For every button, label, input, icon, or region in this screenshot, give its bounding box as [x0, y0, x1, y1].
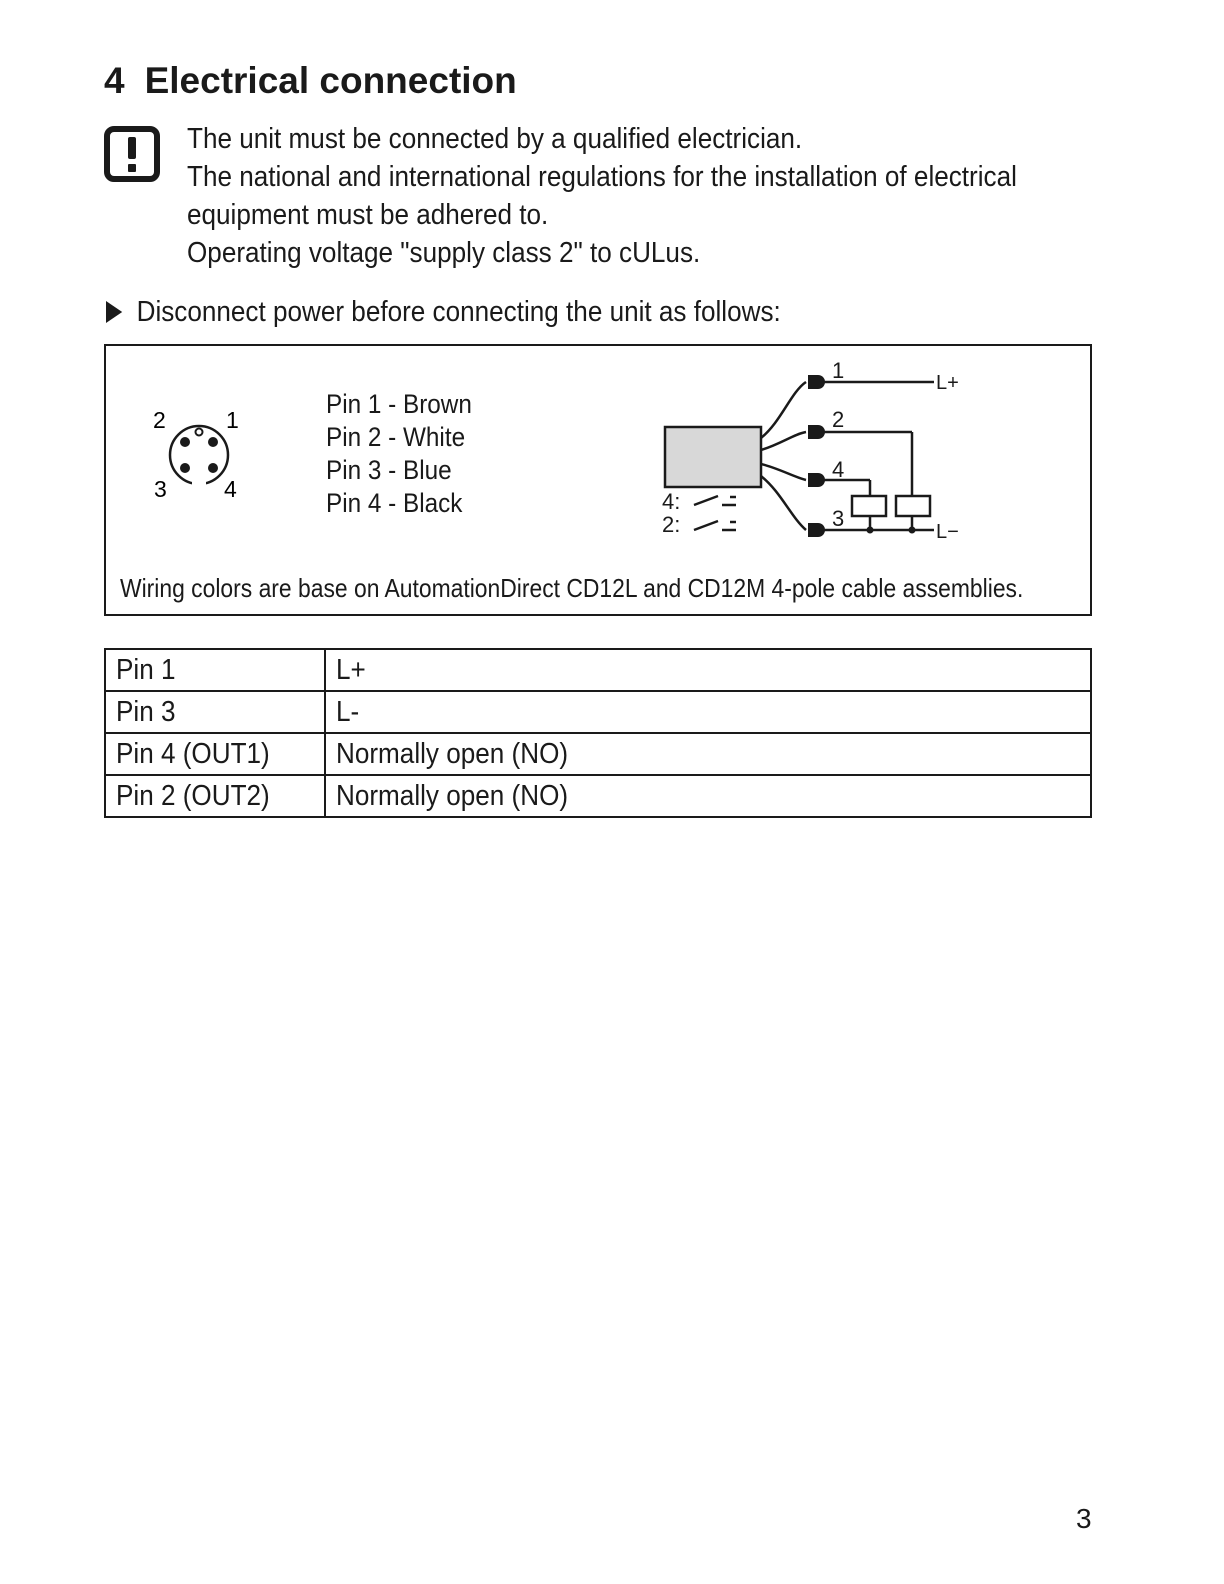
connector-pin-4: [208, 463, 218, 473]
connector-pin-label: 4: [224, 476, 237, 502]
page-number: 3: [1076, 1503, 1092, 1534]
notice-line: Operating voltage "supply class 2" to cULus.: [187, 237, 701, 269]
arrow-right-icon: [106, 301, 122, 323]
function-cell: Normally open (NO): [325, 733, 1091, 775]
pin-cell: Pin 4 (OUT1): [105, 733, 325, 775]
output-label: 4:: [662, 489, 681, 514]
table-row: [105, 775, 1091, 817]
wire-label: 3: [832, 506, 845, 531]
section-heading: [104, 60, 517, 102]
table-row: [105, 691, 1091, 733]
wire-label: 1: [832, 358, 845, 383]
safety-notice: [187, 120, 1051, 272]
connector-pin-label: 2: [153, 407, 166, 433]
pin-cell: Pin 1: [105, 649, 325, 691]
connector-pin-label: 3: [154, 476, 167, 502]
connector-face: [148, 400, 248, 505]
output-label: 2:: [662, 512, 681, 537]
supply-minus-label: L−: [936, 521, 959, 543]
function-cell: Normally open (NO): [325, 775, 1091, 817]
pin-cell: Pin 3: [105, 691, 325, 733]
section-number: 4: [104, 60, 125, 101]
pin-color-item: Pin 4 - Black: [326, 488, 463, 518]
sensor-body: [665, 427, 761, 487]
connector-pin-label: 1: [226, 407, 239, 433]
wiring-footnote: Wiring colors are base on AutomationDirect CD12L and CD12M 4-pole cable assemblies.: [120, 573, 1024, 603]
table-row: [105, 733, 1091, 775]
pin-function-table: [104, 648, 1092, 818]
section-title: Electrical connection: [144, 60, 517, 101]
connector-pin-3: [180, 463, 190, 473]
table-row: [105, 649, 1091, 691]
notice-line: The national and international regulations for the installation of electrical: [187, 161, 1017, 193]
pin-cell: Pin 2 (OUT2): [105, 775, 325, 817]
connector-pin-1: [208, 437, 218, 447]
notice-line: equipment must be adhered to.: [187, 199, 549, 231]
pin-color-item: Pin 2 - White: [326, 422, 466, 452]
function-cell: L-: [325, 691, 1091, 733]
instruction: [106, 296, 781, 329]
load-1: [852, 496, 886, 516]
wire-label: 2: [832, 407, 845, 432]
pin-color-list: [326, 388, 472, 520]
load-2: [896, 496, 930, 516]
pin-color-item: Pin 1 - Brown: [326, 389, 472, 419]
pin-color-item: Pin 3 - Blue: [326, 455, 452, 485]
notice-line: The unit must be connected by a qualified electrician.: [187, 123, 803, 155]
wire-label: 4: [832, 457, 845, 482]
exclamation-icon: [104, 126, 160, 182]
supply-plus-label: L+: [936, 372, 959, 394]
instruction-text: Disconnect power before connecting the unit as follows:: [136, 296, 781, 328]
connector-pin-2: [180, 437, 190, 447]
function-cell: L+: [325, 649, 1091, 691]
wiring-schematic: [656, 352, 976, 552]
